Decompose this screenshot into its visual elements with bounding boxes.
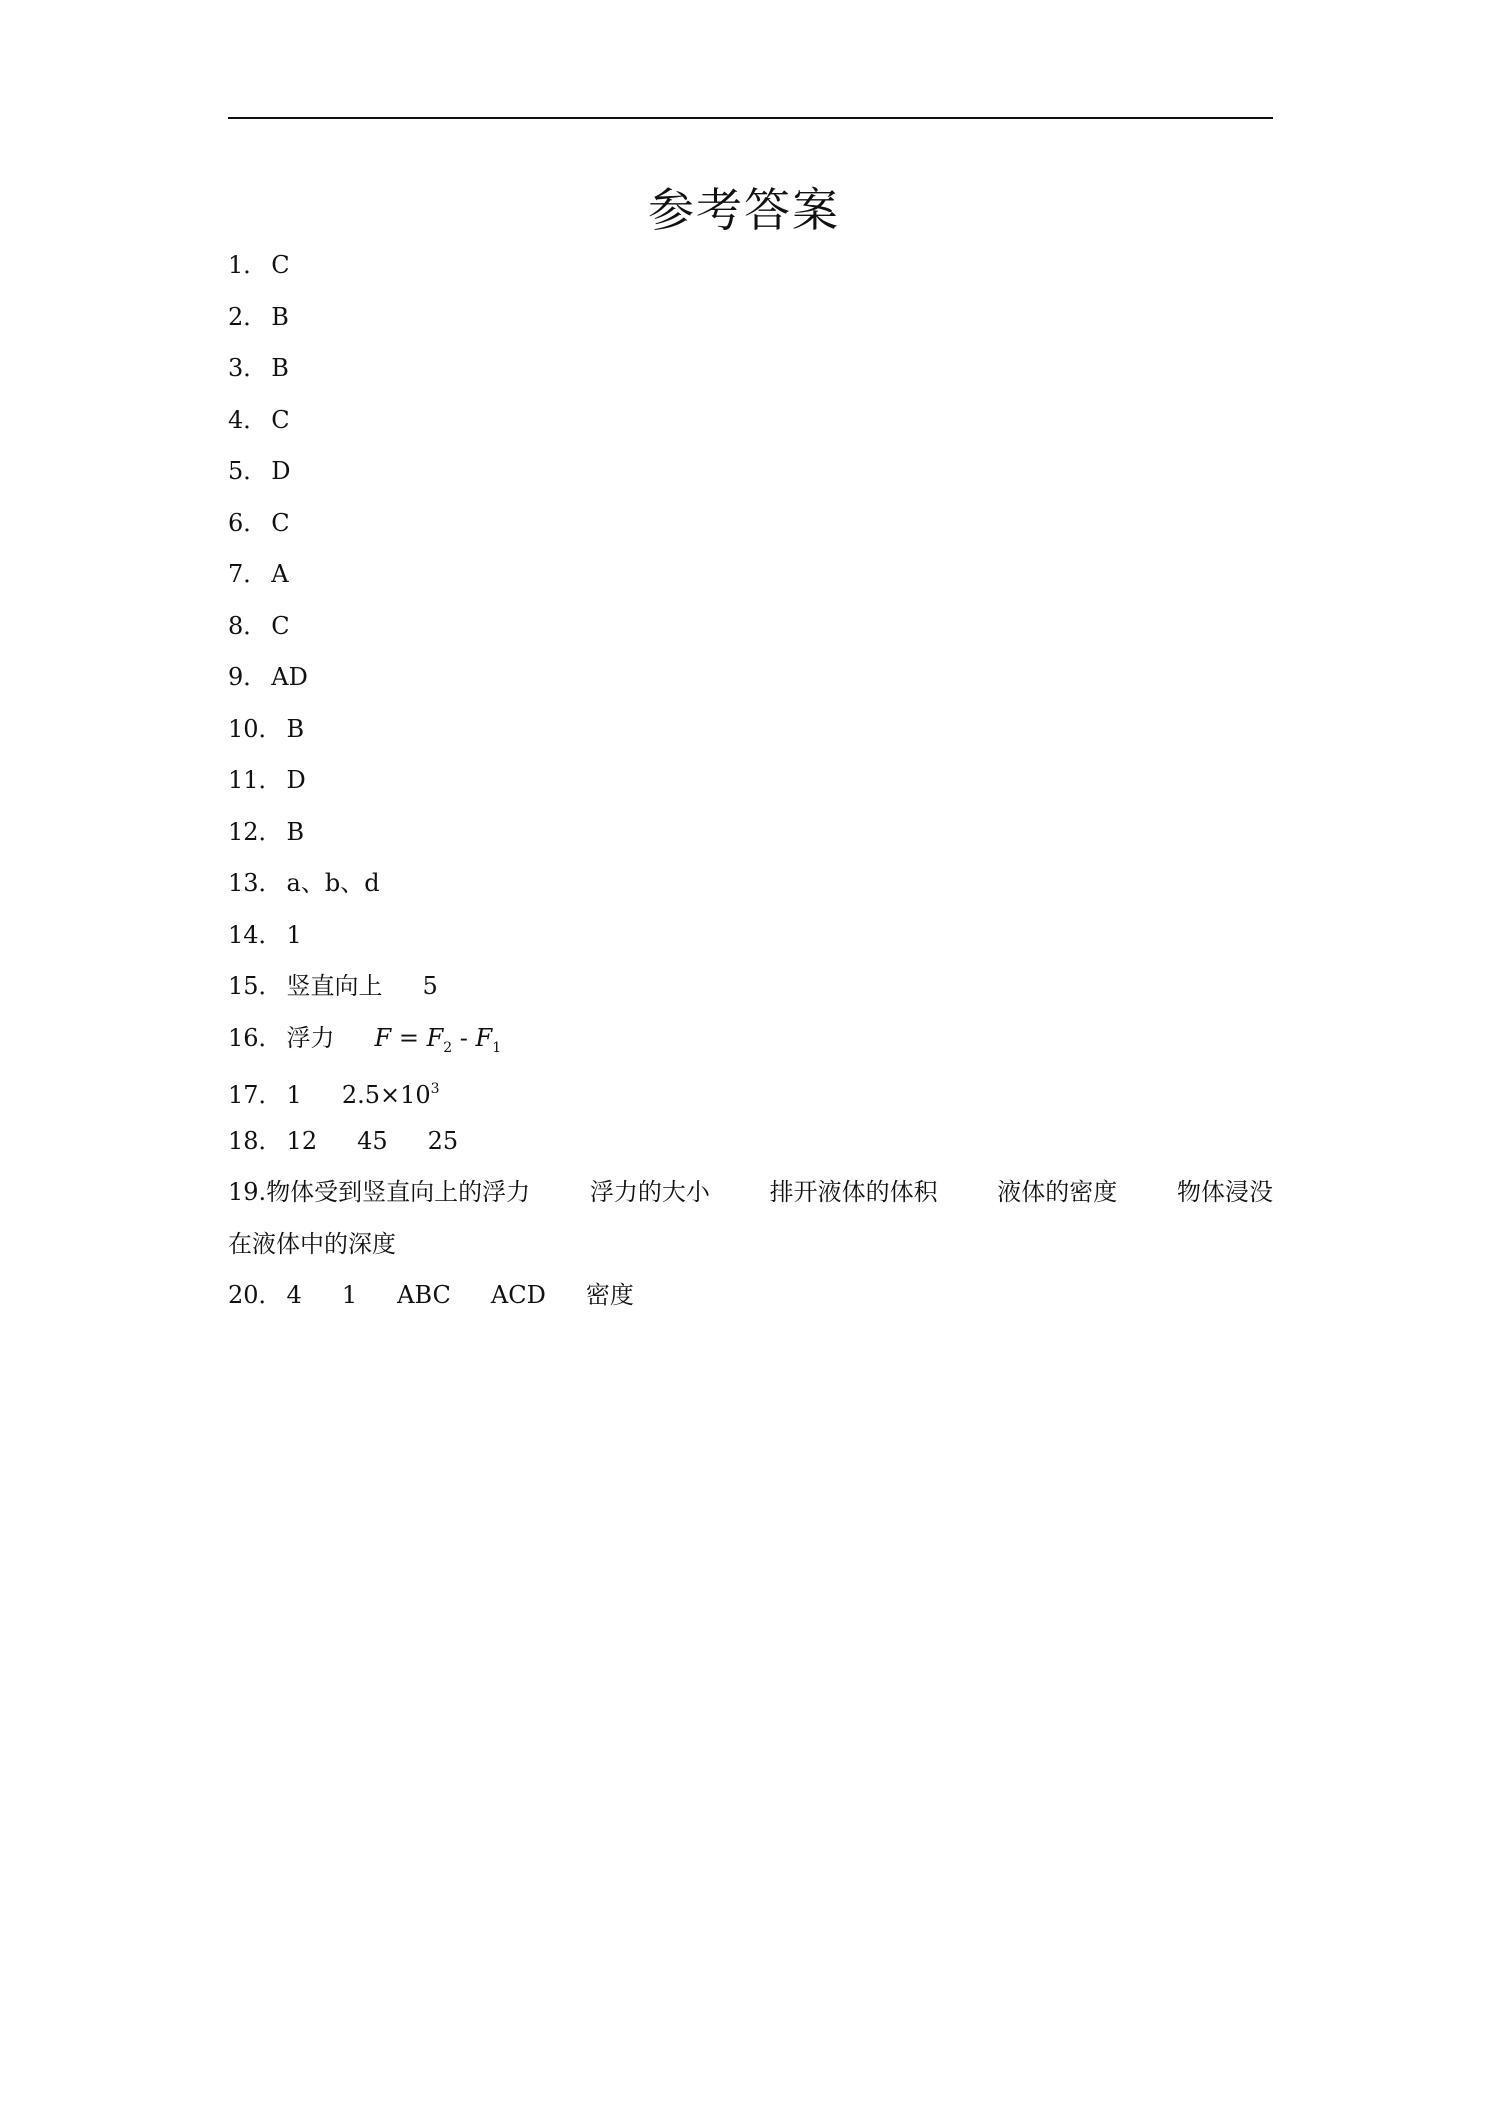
answer-number: 11 bbox=[228, 766, 259, 794]
answer-text: 液体的密度 bbox=[997, 1178, 1118, 1206]
answer-text: C bbox=[271, 251, 290, 279]
answer-number: 14 bbox=[228, 920, 259, 949]
answer-number: 15 bbox=[228, 972, 259, 1000]
density-value: $2.5\times 10^3$ bbox=[341, 1081, 440, 1109]
answer-text: 1 bbox=[286, 920, 302, 949]
answer-item: 14． 1 bbox=[228, 920, 302, 949]
answer-text: 浮力的大小 bbox=[589, 1178, 710, 1206]
page-title: 参考答案 bbox=[648, 183, 840, 237]
answer-number: 13 bbox=[228, 869, 259, 897]
answer-item: 18． 12 45 25 bbox=[228, 1126, 459, 1155]
answer-text: C bbox=[271, 508, 290, 537]
answer-text: 5 bbox=[422, 972, 438, 1000]
answer-text: ABC bbox=[397, 1281, 451, 1309]
answer-item: 1． C bbox=[228, 251, 290, 279]
answer-item: 10． B bbox=[228, 714, 305, 743]
answer-text: 排开液体的体积 bbox=[769, 1178, 938, 1206]
answer-number: 8 bbox=[228, 611, 244, 640]
answer-item: 15． 竖直向上 5 bbox=[228, 972, 438, 1000]
answer-number: 2 bbox=[228, 302, 244, 331]
answer-number: 9 bbox=[228, 663, 244, 691]
answer-number: 12 bbox=[228, 817, 259, 846]
answer-item: 13． a、b、d bbox=[228, 869, 380, 897]
answer-number: 18 bbox=[228, 1126, 259, 1155]
answer-item: 11． D bbox=[228, 766, 306, 794]
answer-item: 20． 4 1 ABC ACD 密度 bbox=[228, 1281, 634, 1309]
answer-item: 16． 浮力 $F = F_2 - F_1$ bbox=[228, 1023, 502, 1056]
answer-number: 19 bbox=[228, 1178, 259, 1206]
answer-item: 6． C bbox=[228, 508, 290, 537]
answer-text: a、b、d bbox=[286, 869, 380, 897]
answer-text: AD bbox=[271, 663, 308, 691]
answer-number: 10 bbox=[228, 714, 259, 743]
answer-number: 4 bbox=[228, 405, 244, 434]
answer-item: 3． B bbox=[228, 354, 289, 382]
answer-text: 物体浸没 bbox=[1177, 1178, 1273, 1206]
buoyancy-formula: $F = F_2 - F_1$ bbox=[374, 1023, 502, 1056]
answer-text: 1 bbox=[341, 1281, 358, 1309]
answer-text: 浮力 bbox=[286, 1023, 335, 1052]
answer-number: 5 bbox=[228, 457, 244, 485]
header-rule bbox=[228, 117, 1273, 119]
answer-item: 9． AD bbox=[228, 663, 308, 691]
answer-text: 45 bbox=[357, 1126, 388, 1155]
answer-text: 竖直向上 bbox=[286, 972, 383, 1000]
answer-text: B bbox=[286, 817, 305, 846]
answer-item: 7． A bbox=[228, 560, 289, 588]
answer-list bbox=[228, 240, 1273, 1322]
answer-text: 4 bbox=[286, 1281, 302, 1309]
answer-item: 8． C bbox=[228, 611, 290, 640]
answer-number: 3 bbox=[228, 354, 244, 382]
answer-item: 5． D bbox=[228, 457, 291, 485]
answer-item: 17． 1 $2.5\times 10^3$ bbox=[228, 1081, 440, 1109]
answer-text: A bbox=[271, 560, 289, 588]
answer-text: B bbox=[271, 354, 289, 382]
answer-text: 1 bbox=[286, 1081, 302, 1109]
answer-text: C bbox=[271, 611, 290, 640]
answer-item: 19.物体受到竖直向上的浮力 浮力的大小 排开液体的体积 液体的密度 物体浸没 bbox=[228, 1167, 1273, 1219]
answer-text: B bbox=[271, 302, 289, 331]
answer-text: D bbox=[271, 457, 291, 485]
answer-text: 物体受到竖直向上的浮力 bbox=[266, 1178, 531, 1206]
answer-number: 6 bbox=[228, 508, 244, 537]
answer-number: 16 bbox=[228, 1023, 259, 1052]
answer-text: C bbox=[271, 405, 290, 434]
answer-number: 20 bbox=[228, 1281, 259, 1309]
answer-number: 17 bbox=[228, 1081, 259, 1109]
answer-number: 7 bbox=[228, 560, 244, 588]
answer-number: 1 bbox=[228, 251, 244, 279]
answer-text: ACD bbox=[490, 1281, 546, 1309]
answer-text: 25 bbox=[427, 1126, 459, 1155]
answer-text: D bbox=[286, 766, 306, 794]
answer-text: B bbox=[286, 714, 305, 743]
answer-item: 4． C bbox=[228, 405, 290, 434]
answer-text: 密度 bbox=[585, 1281, 634, 1309]
answer-continuation: 在液体中的深度 bbox=[228, 1229, 396, 1258]
answer-item: 12． B bbox=[228, 817, 305, 846]
answer-item: 2． B bbox=[228, 302, 289, 331]
answer-text: 12 bbox=[286, 1126, 318, 1155]
